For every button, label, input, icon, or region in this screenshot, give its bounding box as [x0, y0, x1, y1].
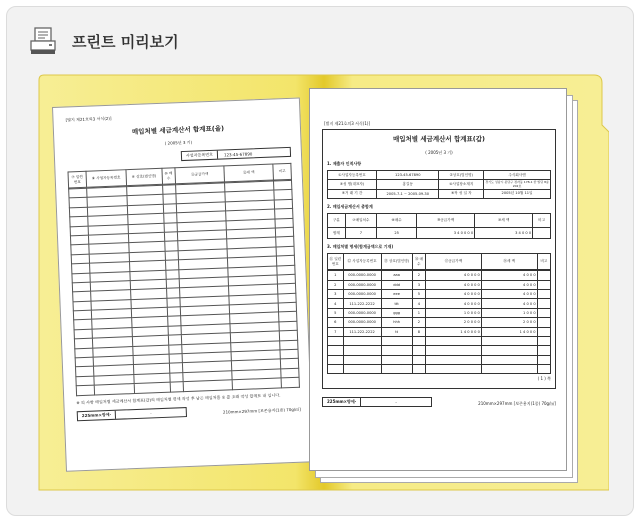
- table-row: [328, 318, 551, 327]
- form-title: 매입처별 세금계산서 합계표(갑): [392, 135, 486, 143]
- info-label: ②상호(법인명): [439, 171, 484, 180]
- size-note: 210mm×297mm [보존용지(1종) 70g/㎡]: [222, 406, 301, 415]
- table-cell: 2 0 0 0 0: [426, 318, 482, 327]
- footer-value: -: [150, 410, 152, 416]
- table-row: [328, 346, 551, 355]
- section-2-title: 2. 매입세금계산서 총합계: [327, 204, 373, 210]
- table-cell: [537, 336, 550, 345]
- section-1-title: 1. 제출자 인적사항: [327, 161, 362, 166]
- table-row: [328, 299, 551, 308]
- table-cell: 4 0 0 0: [481, 280, 537, 289]
- col-header: ⑧ 사업자등록번호: [86, 170, 127, 188]
- detail-header-table: [327, 253, 551, 270]
- table-cell: 4 0 0 0 0: [426, 289, 482, 298]
- table-cell: [134, 382, 170, 393]
- table-cell: [537, 327, 550, 336]
- table-cell: 6: [328, 318, 344, 327]
- table-cell: [163, 204, 177, 214]
- table-cell: [166, 279, 180, 289]
- table-cell: [537, 289, 550, 298]
- sum-cell: 3 4 0 0 0: [475, 228, 533, 239]
- table-cell: 000-0000-0000: [343, 289, 381, 298]
- info-value: 2005-7-1 ~ 2005-09-30: [377, 189, 439, 198]
- table-cell: [537, 355, 550, 364]
- footer-value: -: [395, 399, 397, 405]
- table-cell: [168, 335, 182, 345]
- table-cell: [169, 354, 183, 364]
- info-label: ①사업자등록번호: [328, 171, 377, 180]
- table-cell: [167, 316, 181, 326]
- table-cell: 4 0 0 0: [481, 271, 537, 280]
- col-header: ⑩세 액: [475, 214, 533, 228]
- table-cell: 8: [412, 327, 425, 336]
- table-cell: 2: [328, 280, 344, 289]
- table-row: [328, 365, 551, 374]
- info-value: 123-45-67890: [377, 171, 439, 180]
- table-row: [328, 308, 551, 317]
- col-header: ⑨ 상호(법인명): [126, 168, 162, 185]
- col-header: 구분: [328, 214, 346, 228]
- table-cell: [426, 346, 482, 355]
- table-cell: 2: [412, 318, 425, 327]
- table-cell: 000-0000-0000: [343, 308, 381, 317]
- table-cell: [537, 299, 550, 308]
- right-footer-box: [322, 397, 432, 407]
- table-cell: [170, 382, 184, 392]
- table-cell: [381, 365, 412, 374]
- table-cell: [537, 346, 550, 355]
- sum-cell: 25: [377, 228, 417, 239]
- col-header: ⑦매입처수: [345, 214, 376, 228]
- info-label: ⑥작 성 일 자: [439, 189, 484, 198]
- table-cell: eee: [381, 289, 412, 298]
- col-header: ⑨공급가액: [417, 214, 475, 228]
- reg-number-box: [181, 147, 291, 161]
- table-cell: [343, 365, 381, 374]
- table-cell: 3: [412, 280, 425, 289]
- table-cell: [328, 346, 344, 355]
- table-cell: [381, 336, 412, 345]
- table-cell: 1 0 0 0 0: [426, 308, 482, 317]
- form-title: 매입처별 세금계산서 합계표(을): [131, 124, 225, 136]
- table-cell: 4: [328, 299, 344, 308]
- table-cell: [426, 365, 482, 374]
- form-note: ※ 의 사항 매입처별 세금계산서 합계표(갑)의 매입처별 명세 작성 후 남은 매입처를 ① 를 조래 작성 합계표 내 입니다.: [76, 392, 281, 405]
- table-row: [328, 271, 551, 280]
- info-value: 경기도 성남시 분당구 정자동 178-1 한 빌딩 8층 202호: [485, 180, 549, 188]
- col-header: ⑫ 사업자등록번호: [343, 254, 381, 270]
- col-header: ⑬ 상호(법인명): [381, 254, 412, 270]
- table-cell: 111-222-2222: [343, 299, 381, 308]
- table-cell: 7: [328, 327, 344, 336]
- info-label: ③성 명(대표자): [328, 180, 377, 189]
- table-cell: [537, 271, 550, 280]
- table-cell: [165, 269, 179, 279]
- table-cell: [381, 346, 412, 355]
- table-cell: 5: [328, 308, 344, 317]
- table-cell: [183, 380, 232, 391]
- table-cell: 4: [412, 299, 425, 308]
- preview-page-2: [52, 97, 314, 471]
- page-title: 프린트 미리보기: [72, 32, 179, 51]
- table-cell: [169, 372, 183, 382]
- table-cell: [481, 336, 537, 345]
- table-cell: 2 0 0 0: [481, 318, 537, 327]
- sum-cell: [533, 228, 551, 239]
- sum-cell: 합계: [328, 228, 346, 239]
- preview-page-1: [309, 88, 567, 471]
- table-cell: 4 0 0 0 0: [426, 299, 482, 308]
- section-3-title: 3. 매입처별 명세(합계금액으로 기재): [327, 244, 394, 250]
- table-cell: 4 0 0 0 0: [426, 280, 482, 289]
- sum-cell: 7: [345, 228, 376, 239]
- form-number: [별지 제21호의3 서식(1)]: [324, 121, 371, 126]
- table-cell: 1 4 0 0 0: [481, 327, 537, 336]
- col-header: ⑭ 매수: [412, 254, 425, 270]
- table-cell: [328, 355, 344, 364]
- table-cell: [537, 365, 550, 374]
- col-header: ⑪ 일련 번호: [328, 254, 344, 270]
- table-cell: tt: [381, 327, 412, 336]
- info-label: ⑤거 래 기 간: [328, 189, 377, 198]
- table-cell: [167, 297, 181, 307]
- table-cell: [537, 308, 550, 317]
- col-header: ⑮공급가액: [426, 254, 482, 270]
- left-empty-rows: [68, 180, 300, 396]
- table-cell: [163, 213, 177, 223]
- info-value: 2005년 10월 11일: [484, 189, 551, 198]
- period: ( 2005년 3 기): [425, 150, 453, 155]
- info-label: ④사업장소재지: [439, 180, 484, 189]
- col-header: 비고: [537, 254, 550, 270]
- col-header: 비고: [533, 214, 551, 228]
- period: ( 2005년 3 기): [164, 139, 193, 146]
- printer-icon: [28, 26, 58, 56]
- table-row: [328, 280, 551, 289]
- table-cell: 1: [328, 271, 344, 280]
- table-cell: ggg: [381, 308, 412, 317]
- table-cell: [412, 346, 425, 355]
- preview-header: [28, 26, 179, 56]
- table-cell: [232, 378, 281, 389]
- form-body: [322, 129, 556, 389]
- table-cell: [168, 326, 182, 336]
- table-cell: [328, 365, 344, 374]
- table-cell: [167, 307, 181, 317]
- table-cell: [281, 377, 299, 387]
- detail-rows-table: [327, 270, 551, 374]
- page-number: ( 1 ) 쪽: [537, 376, 551, 382]
- sum-cell: 3 4 0 0 0 0: [417, 228, 475, 239]
- table-cell: [412, 336, 425, 345]
- table-cell: ttt: [381, 299, 412, 308]
- table-cell: 4 0 0 0 0: [426, 271, 482, 280]
- table-cell: [166, 288, 180, 298]
- table-cell: 111-222-2222: [343, 327, 381, 336]
- table-cell: [76, 385, 94, 395]
- table-cell: 000-0000-0000: [343, 271, 381, 280]
- table-cell: [343, 336, 381, 345]
- summary-table: [327, 213, 551, 239]
- table-cell: [328, 336, 344, 345]
- table-cell: [169, 363, 183, 373]
- table-row: [328, 327, 551, 336]
- col-header: 비고: [273, 163, 291, 180]
- form-number: [별지 제21호의3 서식(2)]: [65, 115, 112, 123]
- table-cell: [481, 346, 537, 355]
- table-cell: 1 0 0 0: [481, 308, 537, 317]
- table-cell: [164, 222, 178, 232]
- table-row: [328, 336, 551, 345]
- table-cell: [481, 365, 537, 374]
- table-cell: [481, 355, 537, 364]
- col-header: ⑩ 매수: [162, 168, 176, 185]
- table-cell: [165, 260, 179, 270]
- table-cell: 000-0000-0000: [343, 318, 381, 327]
- table-cell: [94, 384, 134, 395]
- info-table: [327, 170, 551, 199]
- table-cell: hhh: [381, 318, 412, 327]
- table-cell: 1: [412, 308, 425, 317]
- col-header: ⑦ 일련 번호: [68, 171, 86, 188]
- table-cell: [537, 318, 550, 327]
- table-cell: 4 0 0 0: [481, 289, 537, 298]
- col-header: ⑪공급가액: [175, 166, 225, 184]
- table-cell: [412, 355, 425, 364]
- table-cell: 5: [412, 289, 425, 298]
- info-value: 주식회사앤: [484, 171, 551, 180]
- table-cell: 2: [412, 271, 425, 280]
- table-cell: [343, 355, 381, 364]
- table-cell: [537, 280, 550, 289]
- table-cell: [162, 185, 176, 195]
- table-cell: [426, 355, 482, 364]
- table-cell: 3: [328, 289, 344, 298]
- footer-label: 225mm×방에·: [323, 398, 361, 406]
- size-note: 210mm×297mm [보존용지(1종) 70g/㎡]: [478, 401, 556, 407]
- footer-label: 225mm×방에·: [78, 410, 117, 419]
- col-header: ⑯세 액: [481, 254, 537, 270]
- table-cell: 000-0000-0000: [343, 280, 381, 289]
- reg-label: 사업자등록번호: [182, 151, 218, 160]
- table-cell: [426, 336, 482, 345]
- table-cell: [168, 344, 182, 354]
- left-footer-box: [77, 407, 187, 421]
- col-header: ⑧매수: [377, 214, 417, 228]
- table-cell: 1 4 0 0 0 0: [426, 327, 482, 336]
- table-cell: [412, 365, 425, 374]
- table-cell: 4 0 0 0: [481, 299, 537, 308]
- table-row: [328, 289, 551, 298]
- table-cell: [165, 250, 179, 260]
- table-cell: [381, 355, 412, 364]
- table-cell: [164, 241, 178, 251]
- table-cell: [343, 346, 381, 355]
- table-row: [328, 355, 551, 364]
- reg-value: 123-45-67890: [223, 150, 253, 157]
- table-cell: [164, 232, 178, 242]
- table-cell: [163, 194, 177, 204]
- info-value: 홍길동: [377, 180, 439, 189]
- table-cell: aaa: [381, 271, 412, 280]
- table-cell: ddd: [381, 280, 412, 289]
- col-header: ⑫세 액: [224, 164, 274, 182]
